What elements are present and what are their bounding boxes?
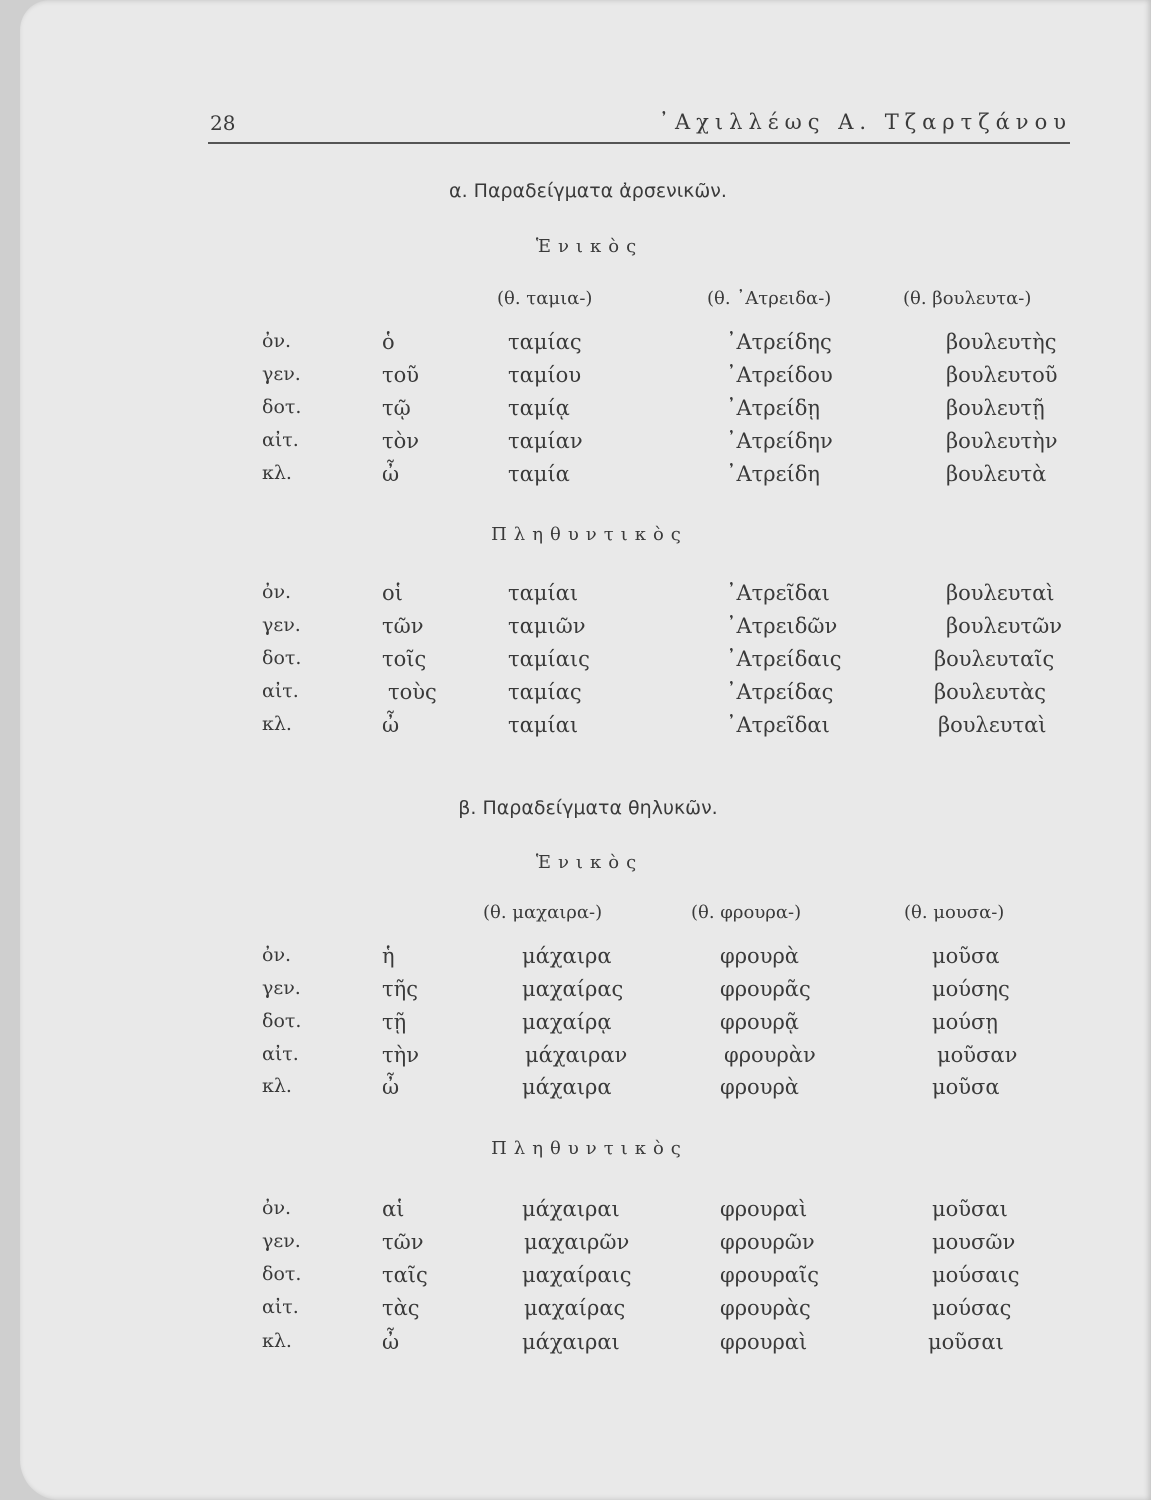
article: οἱ <box>382 581 403 605</box>
form-cell: μάχαιραν <box>525 1043 628 1067</box>
article: τὰς <box>382 1296 420 1320</box>
form-cell: μοῦσαν <box>937 1043 1018 1067</box>
case-label: δοτ. <box>262 396 302 418</box>
form-cell: μάχαιρα <box>522 1075 612 1099</box>
form-cell: βουλευτὰς <box>934 680 1047 704</box>
form-cell: μαχαίρᾳ <box>522 1010 612 1034</box>
article: τὸν <box>382 429 420 453</box>
form-cell: ταμίου <box>508 363 582 387</box>
case-label: γεν. <box>262 363 301 385</box>
form-cell: βουλευτῇ <box>946 396 1045 420</box>
article: τὴν <box>382 1043 419 1067</box>
form-cell: ταμίαις <box>508 647 590 671</box>
form-cell: μούσης <box>932 977 1010 1001</box>
article: αἱ <box>382 1197 405 1221</box>
case-label: αἰτ. <box>262 680 299 702</box>
form-cell: μούσας <box>932 1296 1012 1320</box>
form-cell: μούσαις <box>932 1263 1020 1287</box>
form-cell: φρουρὰς <box>720 1296 811 1320</box>
form-cell: ᾿Ατρείδης <box>726 330 832 354</box>
form-cell: ᾿Ατρείδη <box>726 462 820 486</box>
form-cell: φρουρᾷ <box>720 1010 799 1034</box>
form-cell: φρουρᾶς <box>720 977 811 1001</box>
section-b-heading: β. Παραδείγματα θηλυκῶν. <box>458 797 718 819</box>
case-label: αἰτ. <box>262 1043 299 1065</box>
stem-label: (θ. βουλευτα-) <box>903 288 1032 309</box>
stem-label: (θ. μαχαιρα-) <box>483 902 603 923</box>
form-cell: ᾿Ατρείδην <box>726 429 833 453</box>
form-cell: φρουρὰ <box>720 944 799 968</box>
form-cell: μοῦσαι <box>932 1197 1008 1221</box>
form-cell: ᾿Ατρείδας <box>726 680 834 704</box>
form-cell: ταμίας <box>508 330 582 354</box>
form-cell: βουλευτοῦ <box>946 363 1058 387</box>
form-cell: ᾿Ατρεῖδαι <box>726 581 830 605</box>
section-a-plural-title: Πληθυντικὸς <box>491 524 688 545</box>
case-label: κλ. <box>262 1330 292 1352</box>
case-label: δοτ. <box>262 1010 302 1032</box>
article: ὁ <box>382 330 395 354</box>
form-cell: φρουρῶν <box>720 1230 815 1254</box>
case-label: δοτ. <box>262 1263 302 1285</box>
article: ὦ <box>382 713 400 737</box>
article: τῆς <box>382 977 418 1001</box>
form-cell: ᾿Ατρείδου <box>726 363 833 387</box>
case-label: ὀν. <box>262 330 292 352</box>
form-cell: μαχαιρῶν <box>524 1230 630 1254</box>
article: τῷ <box>382 396 411 420</box>
form-cell: μαχαίρας <box>522 977 624 1001</box>
case-label: αἰτ. <box>262 1296 299 1318</box>
form-cell: μάχαιρα <box>522 944 612 968</box>
article: ὦ <box>382 462 400 486</box>
form-cell: ταμιῶν <box>508 614 586 638</box>
article: τοὺς <box>388 680 437 704</box>
form-cell: μαχαίραις <box>522 1263 632 1287</box>
form-cell: ταμίαν <box>508 429 583 453</box>
article: τῇ <box>382 1010 407 1034</box>
section-b-singular-title: Ἑνικὸς <box>535 852 644 873</box>
form-cell: ταμίαι <box>508 581 579 605</box>
article: τῶν <box>382 1230 424 1254</box>
article: ὦ <box>382 1075 400 1099</box>
form-cell: ταμία <box>508 462 570 486</box>
form-cell: μοῦσα <box>932 1075 1000 1099</box>
case-label: γεν. <box>262 1230 301 1252</box>
form-cell: βουλευτὰ <box>946 462 1047 486</box>
case-label: γεν. <box>262 614 301 636</box>
case-label: κλ. <box>262 713 292 735</box>
form-cell: βουλευτὴν <box>946 429 1058 453</box>
form-cell: ᾿Ατρείδαις <box>726 647 842 671</box>
form-cell: ᾿Ατρεῖδαι <box>726 713 830 737</box>
form-cell: μοῦσαι <box>928 1330 1004 1354</box>
form-cell: φρουρὰ <box>720 1075 799 1099</box>
article: ταῖς <box>382 1263 428 1287</box>
form-cell: μάχαιραι <box>522 1197 620 1221</box>
stem-label: (θ. ταμια-) <box>497 288 593 309</box>
stem-label: (θ. μουσα-) <box>904 902 1005 923</box>
form-cell: φρουραῖς <box>720 1263 819 1287</box>
form-cell: ταμίᾳ <box>508 396 570 420</box>
article: τοῦ <box>382 363 420 387</box>
form-cell: βουλευταῖς <box>934 647 1055 671</box>
form-cell: μουσῶν <box>932 1230 1016 1254</box>
case-label: ὀν. <box>262 944 292 966</box>
form-cell: φρουραὶ <box>720 1197 808 1221</box>
case-label: γεν. <box>262 977 301 999</box>
form-cell: μαχαίρας <box>524 1296 626 1320</box>
form-cell: φρουραὶ <box>720 1330 808 1354</box>
case-label: κλ. <box>262 462 292 484</box>
article: ὦ <box>382 1330 400 1354</box>
section-a-singular-title: Ἑνικὸς <box>535 236 644 257</box>
article: ἡ <box>382 944 395 968</box>
case-label: ὀν. <box>262 1197 292 1219</box>
article: τῶν <box>382 614 424 638</box>
section-a-heading: α. Παραδείγματα ἀρσενικῶν. <box>449 180 727 202</box>
header-rule <box>208 142 1070 144</box>
stem-label: (θ. ᾿Ατρειδα-) <box>707 288 832 309</box>
form-cell: μούσῃ <box>932 1010 998 1034</box>
form-cell: φρουρὰν <box>724 1043 816 1067</box>
form-cell: βουλευτὴς <box>946 330 1057 354</box>
form-cell: βουλευτῶν <box>946 614 1063 638</box>
stem-label: (θ. φρουρα-) <box>691 902 802 923</box>
form-cell: μάχαιραι <box>522 1330 620 1354</box>
form-cell: μοῦσα <box>932 944 1000 968</box>
form-cell: βουλευταὶ <box>946 581 1055 605</box>
form-cell: ᾿Ατρείδῃ <box>726 396 820 420</box>
article: τοῖς <box>382 647 427 671</box>
case-label: αἰτ. <box>262 429 299 451</box>
case-label: κλ. <box>262 1075 292 1097</box>
form-cell: βουλευταὶ <box>938 713 1047 737</box>
running-title: ᾿Αχιλλέως Α. Τζαρτζάνου <box>658 110 1072 134</box>
form-cell: ταμίαι <box>508 713 579 737</box>
section-b-plural-title: Πληθυντικὸς <box>491 1138 688 1159</box>
form-cell: ταμίας <box>508 680 582 704</box>
case-label: ὀν. <box>262 581 292 603</box>
case-label: δοτ. <box>262 647 302 669</box>
form-cell: ᾿Ατρειδῶν <box>726 614 838 638</box>
page-number: 28 <box>210 111 236 135</box>
